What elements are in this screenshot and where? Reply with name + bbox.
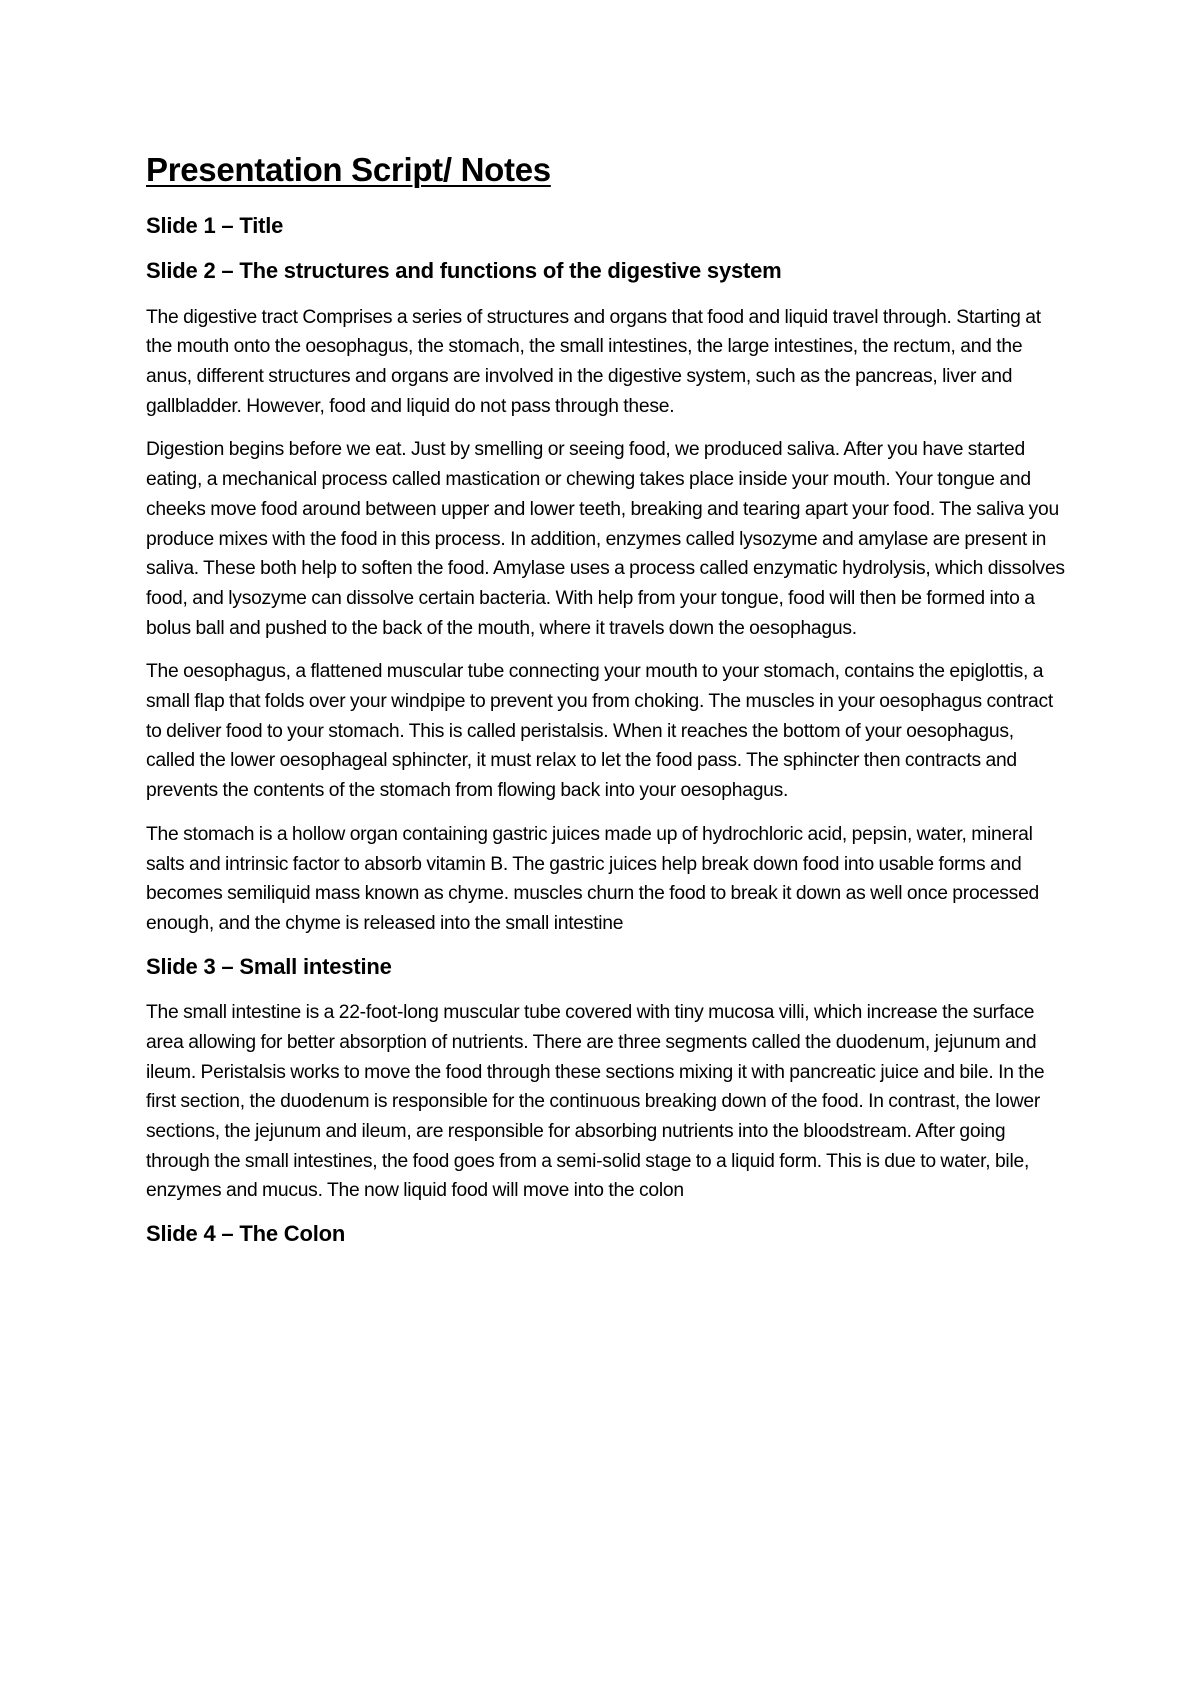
slide-2-paragraph-2: Digestion begins before we eat. Just by smelling or seeing food, we produced saliva. After you have started eating, a mechanical process called mastication or chewing takes place inside your mouth. Your tongue and cheeks move food around between upper and lower teeth, breaking and tearing apart your food. The saliva you produce mixes with the food in this process. In addition, enzymes called lysozyme and amylase are present in saliva. These both help to soften the food. Amylase uses a process called enzymatic hydrolysis, which dissolves food, and lysozyme can dissolve certain bacteria. With help from your tongue, food will then be formed into a bolus ball and pushed to the back of the mouth, where it travels down the oesophagus. bbox=[146, 439, 1065, 639]
document-page bbox=[146, 150, 1066, 1266]
slide-3-paragraph-1: The small intestine is a 22-foot-long muscular tube covered with tiny mucosa villi, which increase the surface area allowing for better absorption of nutrients. There are three segments called the duodenum, jejunum and ileum. Peristalsis works to move the food through these sections mixing it with pancreatic juice and bile. In the first section, the duodenum is responsible for the continuous breaking down of the food. In contrast, the lower sections, the jejunum and ileum, are responsible for absorbing nutrients into the bloodstream. After going through the small intestines, the food goes from a semi-solid stage to a liquid form. This is due to water, bile, enzymes and mucus. The now liquid food will move into the colon bbox=[146, 1002, 1045, 1202]
slide-2-paragraph-4: The stomach is a hollow organ containing gastric juices made up of hydrochloric acid, pepsin, water, mineral salts and intrinsic factor to absorb vitamin B. The gastric juices help break down food into usable forms and becomes semiliquid mass known as chyme. muscles churn the food to break it down as well once processed enough, and the chyme is released into the small intestine bbox=[146, 823, 1040, 934]
document-title: Presentation Script/ Notes bbox=[146, 151, 551, 188]
slide-4-heading: Slide 4 – The Colon bbox=[146, 1221, 346, 1247]
slide-3-heading: Slide 3 – Small intestine bbox=[146, 953, 392, 979]
slide-2-paragraph-1: The digestive tract Comprises a series of structures and organs that food and liquid travel through. Starting at the mouth onto the oesophagus, the stomach, the small intestines, the large intestines, the rectum, and the anus, different structures and organs are involved in the digestive system, such as the pancreas, liver and gallbladder. However, food and liquid do not pass through these. bbox=[146, 306, 1041, 417]
slide-2-heading: Slide 2 – The structures and functions of the digestive system bbox=[146, 258, 782, 284]
slide-1-heading: Slide 1 – Title bbox=[146, 212, 284, 238]
slide-2-paragraph-3: The oesophagus, a flattened muscular tube connecting your mouth to your stomach, contains the epiglottis, a small flap that folds over your windpipe to prevent you from choking. The muscles in your oesophagus contract to deliver food to your stomach. This is called peristalsis. When it reaches the bottom of your oesophagus, called the lower oesophageal sphincter, it must relax to let the food pass. The sphincter then contracts and prevents the contents of the stomach from flowing back into your oesophagus. bbox=[146, 661, 1054, 802]
